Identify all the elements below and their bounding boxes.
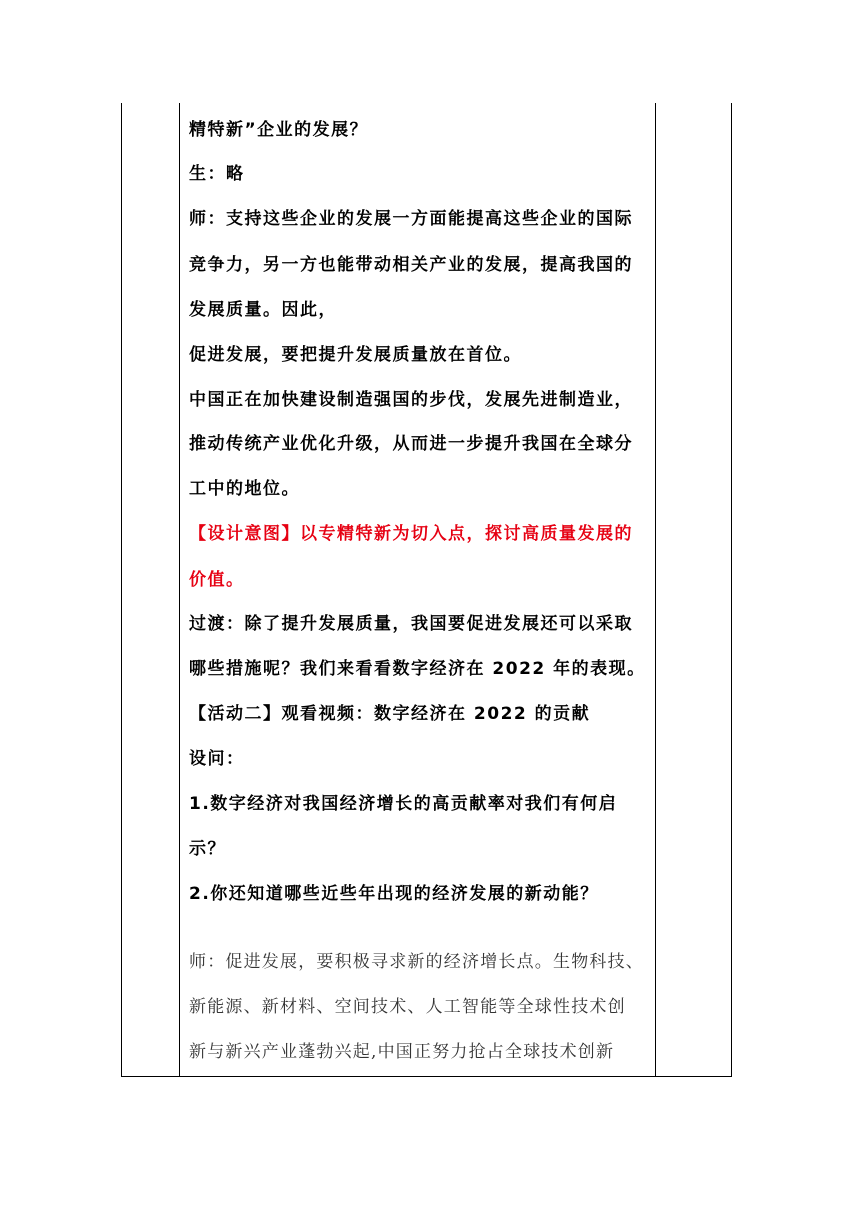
text-line: 新能源、新材料、空间技术、人工智能等全球性技术创 — [189, 997, 626, 1017]
table-border-bottom — [121, 1076, 732, 1077]
table-column-divider-1 — [179, 103, 180, 1077]
text-line: 中国正在加快建设制造强国的步伐，发展先进制造业， — [189, 390, 633, 410]
text-line: 哪些措施呢？我们来看看数字经济在 2022 年的表现。 — [189, 659, 646, 679]
text-line: 发展质量。因此， — [189, 300, 337, 320]
question-item: 2.你还知道哪些近些年出现的经济发展的新动能？ — [189, 884, 599, 904]
table-column-divider-2 — [655, 103, 656, 1077]
question-item: 示？ — [189, 839, 226, 859]
text-line: 设问： — [189, 749, 245, 769]
question-item: 1.数字经济对我国经济增长的高贡献率对我们有何启 — [189, 794, 618, 814]
text-line: 促进发展，要把提升发展质量放在首位。 — [189, 345, 522, 365]
table-border-right — [731, 103, 732, 1077]
text-line: 推动传统产业优化升级，从而进一步提升我国在全球分 — [189, 434, 633, 454]
text-line: 生：略 — [189, 164, 245, 184]
activity-heading: 【活动二】观看视频：数字经济在 2022 的贡献 — [189, 704, 591, 724]
text-line: 竞争力，另一方也能带动相关产业的发展，提高我国的 — [189, 255, 633, 275]
design-intent-line: 【设计意图】以专精特新为切入点，探讨高质量发展的 — [189, 524, 633, 544]
text-line: 新与新兴产业蓬勃兴起,中国正努力抢占全球技术创新 — [189, 1042, 615, 1062]
text-line: 师：支持这些企业的发展一方面能提高这些企业的国际 — [189, 209, 633, 229]
design-intent-line: 价值。 — [189, 570, 245, 590]
text-line: 过渡：除了提升发展质量，我国要促进发展还可以采取 — [189, 614, 633, 634]
text-line: 师：促进发展，要积极寻求新的经济增长点。生物科技、 — [189, 952, 644, 972]
text-line: 精特新”企业的发展？ — [189, 120, 369, 140]
table-border-left — [121, 103, 122, 1077]
text-line: 工中的地位。 — [189, 479, 300, 499]
